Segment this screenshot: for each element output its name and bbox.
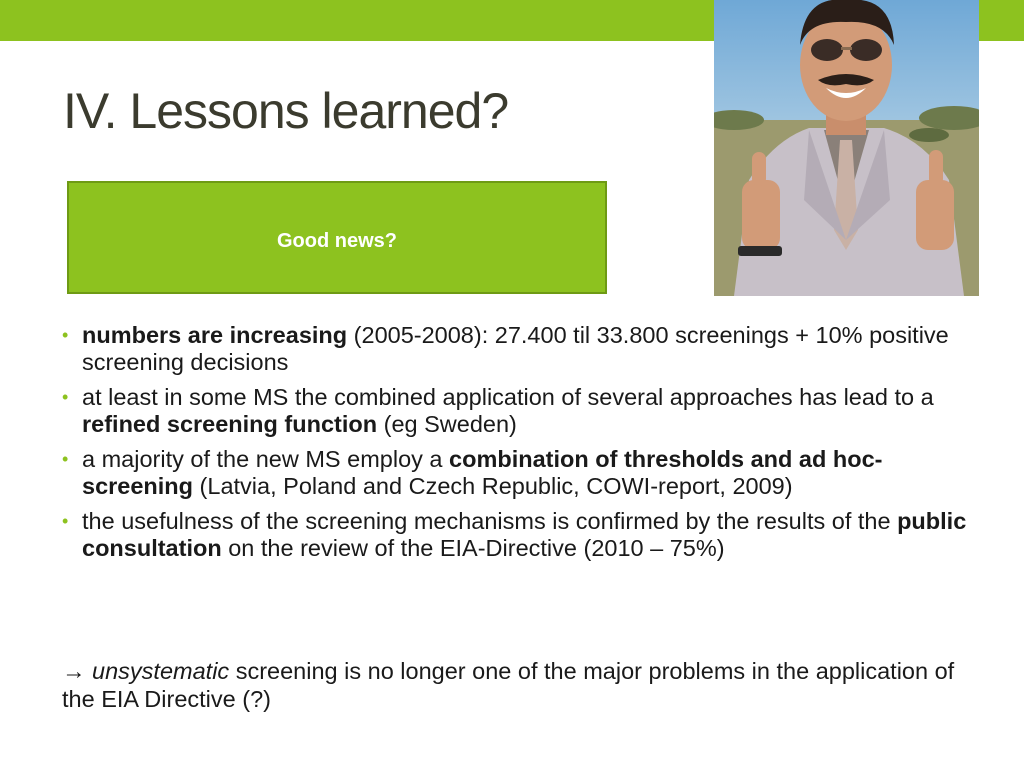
arrow-icon: → [62,658,93,684]
bullet-text: (Latvia, Poland and Czech Republic, COWI-report, 2009) [193,473,793,499]
good-news-label: Good news? [277,230,397,252]
bullet-text: the usefulness of the screening mechanisms is confirmed by the results of the [82,508,898,534]
bullet-text: a majority of the new MS employ a [82,446,450,472]
conclusion-rest: screening is no longer one of the major problems in the application of the EIA Directive (?) [62,658,955,712]
conclusion-italic: unsystematic [92,658,230,684]
bullet-text-bold: combination of thresholds and ad hoc-screening [82,446,883,499]
bullet-text: (2005-2008): 27.400 til 33.800 screenings + 10% positive screening decisions [82,322,949,375]
bullet-marker: • [62,325,69,345]
bullet-marker: • [62,449,69,469]
bullet-text: (eg Sweden) [377,411,517,437]
bullet-text-bold: numbers are increasing [82,322,348,348]
bullet-marker: • [62,387,69,407]
list-item [62,322,972,376]
bullet-text: at least in some MS the combined application of several approaches has lead to a [82,384,934,410]
good-news-box [67,181,607,294]
bullet-text: on the review of the EIA-Directive (2010 – 75%) [221,535,725,561]
list-item [62,446,972,500]
bullet-marker: • [62,511,69,531]
bullet-list [62,322,972,570]
bullet-text-bold: refined screening function [82,411,378,437]
list-item [62,508,972,562]
list-item [62,384,972,438]
bullet-text-bold: public consultation [82,508,967,561]
conclusion-text [62,657,962,713]
thumbs-up-photo [714,0,979,296]
slide-title: IV. Lessons learned? [63,83,509,139]
